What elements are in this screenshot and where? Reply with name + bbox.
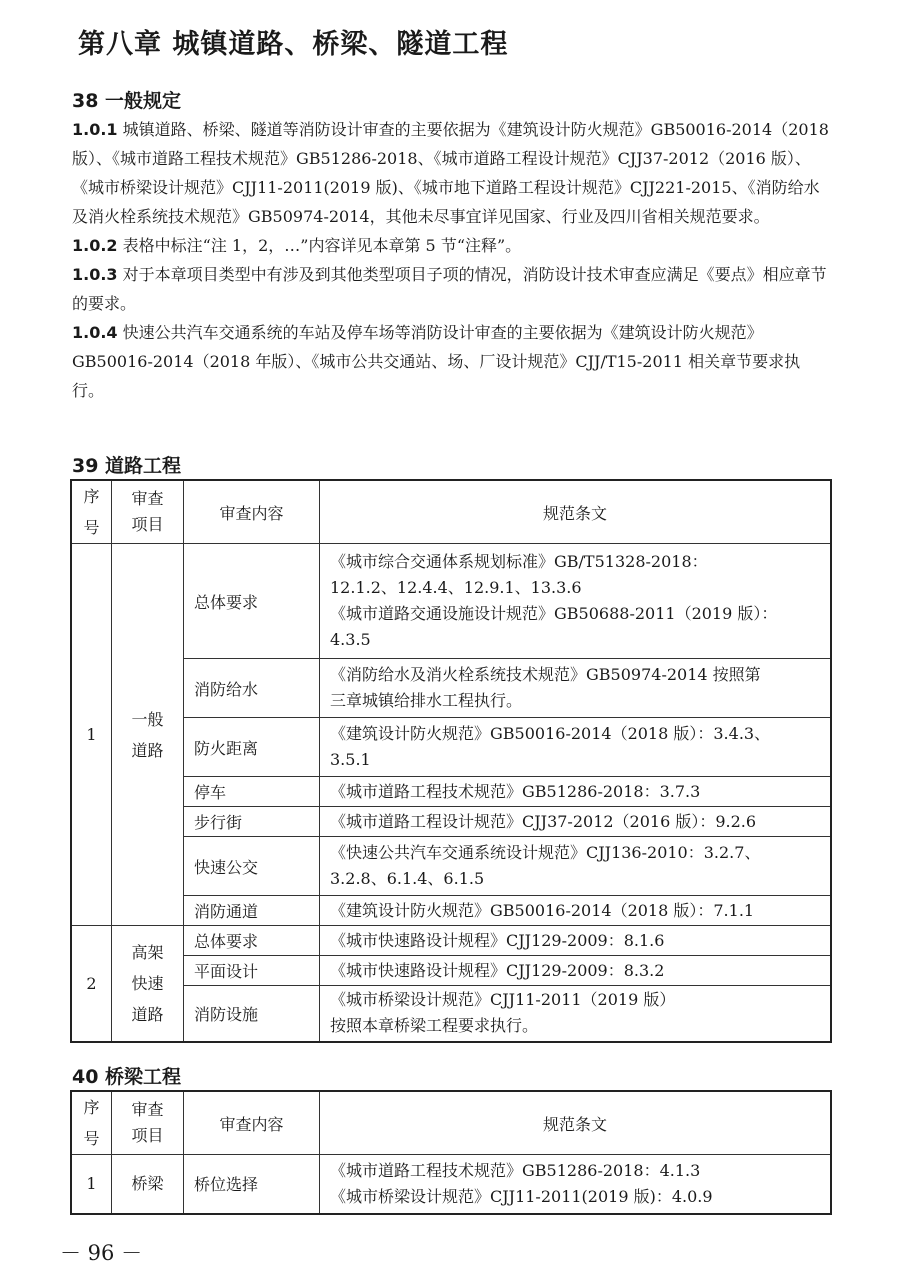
standard-line: 4.3.5 (330, 630, 371, 649)
standard-line: 《快速公共汽车交通系统设计规范》CJJ136-2010：3.2.7、 (330, 843, 761, 862)
review-item: 桥梁 (112, 1155, 184, 1214)
standard-line: 《城市道路工程技术规范》GB51286-2018：3.7.3 (330, 781, 701, 801)
standard-text (320, 896, 832, 926)
standard-line: 12.1.2、12.4.4、12.9.1、13.3.6 (330, 578, 582, 597)
table-row (71, 1155, 831, 1214)
header-no: 序号 (71, 480, 112, 544)
general-rules (72, 115, 832, 405)
standard-line: 3.2.8、6.1.4、6.1.5 (330, 869, 485, 888)
review-content: 总体要求 (184, 544, 320, 659)
standard-text (320, 777, 832, 807)
table-row (71, 926, 831, 956)
standard-line: 3.5.1 (330, 750, 371, 769)
row-number: 1 (71, 1155, 112, 1214)
review-content: 快速公交 (184, 837, 320, 896)
header-content: 审查内容 (184, 480, 320, 544)
header-standard: 规范条文 (320, 1091, 832, 1155)
section-40-title: 40 桥梁工程 (72, 1066, 182, 1088)
table-row (71, 956, 831, 986)
standard-line: 《城市快速路设计规程》CJJ129-2009：8.1.6 (330, 930, 665, 950)
standard-line: 《建筑设计防火规范》GB50016-2014（2018 版）：7.1.1 (330, 900, 755, 920)
rule-1-0-2: 1.0.2 表格中标注“注 1，2，…”内容详见本章第 5 节“注释”。 (72, 236, 522, 255)
table-header-row (71, 1091, 831, 1155)
standard-text (320, 718, 832, 777)
standard-line: 《消防给水及消火栓系统技术规范》GB50974-2014 按照第 (330, 665, 761, 684)
rule-1-0-3: 1.0.3 对于本章项目类型中有涉及到其他类型项目子项的情况，消防设计技术审查应满足《要点》相应章节的要求。 (72, 265, 827, 313)
page-number: － 96 － (60, 1241, 143, 1265)
review-content: 桥位选择 (184, 1155, 320, 1214)
standard-line: 《城市桥梁设计规范》CJJ11-2011（2019 版） (330, 990, 676, 1010)
table-row (71, 777, 831, 807)
review-content: 总体要求 (184, 926, 320, 956)
standard-text (320, 986, 832, 1042)
row-number: 1 (71, 544, 112, 926)
review-content: 防火距离 (184, 718, 320, 777)
standard-line: 《城市道路交通设施设计规范》GB50688-2011（2019 版）： (330, 604, 778, 623)
row-number: 2 (71, 926, 112, 1042)
standard-text (320, 807, 832, 837)
header-item: 审查项目 (112, 1091, 184, 1155)
table-row (71, 896, 831, 926)
table-row (71, 718, 831, 777)
review-content: 停车 (184, 777, 320, 807)
standard-text (320, 837, 832, 896)
standard-line: 三章城镇给排水工程执行。 (330, 691, 523, 710)
review-item: 高架快速道路 (112, 926, 184, 1042)
standard-line: 《建筑设计防火规范》GB50016-2014（2018 版）：3.4.3、 (330, 724, 771, 743)
standard-text (320, 659, 832, 718)
review-content: 步行街 (184, 807, 320, 837)
table-row (71, 544, 831, 659)
header-no: 序号 (71, 1091, 112, 1155)
table-header-row (71, 480, 831, 544)
header-content: 审查内容 (184, 1091, 320, 1155)
review-item: 一般道路 (112, 544, 184, 926)
header-standard: 规范条文 (320, 480, 832, 544)
review-content: 消防通道 (184, 896, 320, 926)
standard-line: 《城市快速路设计规程》CJJ129-2009：8.3.2 (330, 960, 665, 980)
standard-text (320, 1155, 832, 1214)
rule-1-0-1: 1.0.1 城镇道路、桥梁、隧道等消防设计审查的主要依据为《建筑设计防火规范》GB50016-2014（2018 版）、《城市道路工程技术规范》GB51286-2018、《城市道路工程设计规范》CJJ37-2012（2016 版）、《城市桥梁设计规范》CJJ11-2011(2019 版)、《城市地下道路工程设计规范》CJJ221-2015、《消防给水及消火栓系统技术规范》GB50974-2014，其他未尽事宜详见国家、行业及四川省相关规范要求。 (72, 120, 829, 226)
standard-line: 《城市综合交通体系规划标准》GB/T51328-2018： (330, 552, 708, 571)
table-row (71, 659, 831, 718)
standard-line: 按照本章桥梁工程要求执行。 (330, 1016, 539, 1036)
standard-text (320, 544, 832, 659)
standard-line: 《城市道路工程技术规范》GB51286-2018：4.1.3 (330, 1160, 701, 1180)
road-engineering-table (70, 479, 832, 1043)
standard-line: 《城市道路工程设计规范》CJJ37-2012（2016 版）：9.2.6 (330, 811, 757, 831)
header-item: 审查项目 (112, 480, 184, 544)
bridge-engineering-table (70, 1090, 832, 1215)
standard-text (320, 956, 832, 986)
rule-1-0-4: 1.0.4 快速公共汽车交通系统的车站及停车场等消防设计审查的主要依据为《建筑设计防火规范》GB50016-2014（2018 年版）、《城市公共交通站、场、厂设计规范》CJJ/T15-2011 相关章节要求执行。 (72, 323, 801, 400)
standard-text (320, 926, 832, 956)
table-row (71, 986, 831, 1042)
table-row (71, 837, 831, 896)
standard-line: 《城市桥梁设计规范》CJJ11-2011(2019 版)：4.0.9 (330, 1186, 713, 1206)
section-38-title: 38 一般规定 (72, 90, 182, 112)
review-content: 消防设施 (184, 986, 320, 1042)
chapter-title: 第八章 城镇道路、桥梁、隧道工程 (78, 29, 509, 60)
table-row (71, 807, 831, 837)
review-content: 消防给水 (184, 659, 320, 718)
review-content: 平面设计 (184, 956, 320, 986)
section-39-title: 39 道路工程 (72, 455, 182, 477)
